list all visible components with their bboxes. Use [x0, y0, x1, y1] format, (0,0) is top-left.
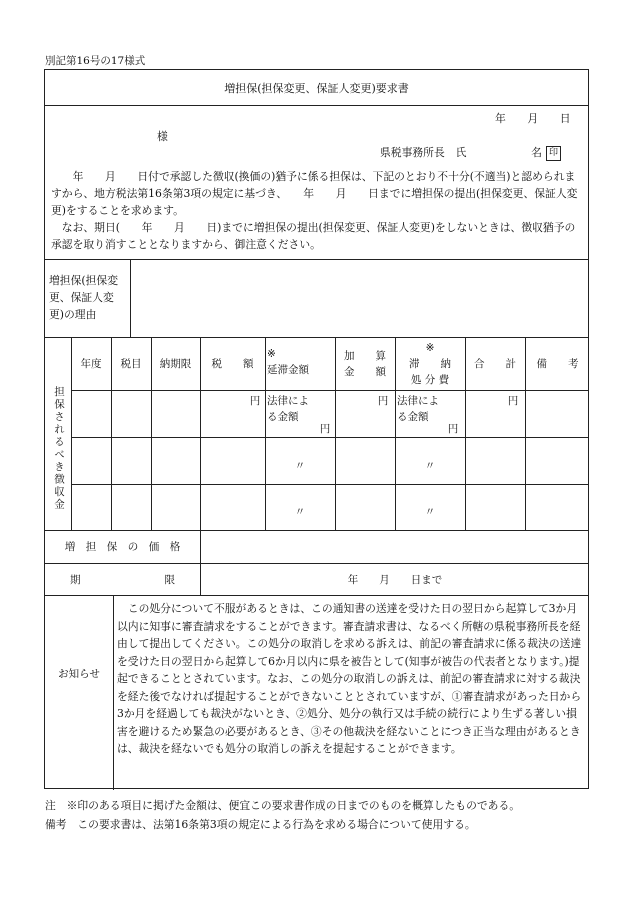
collateral-value-row	[45, 530, 588, 563]
ditto-mark: 〃	[424, 460, 436, 472]
yen-unit: 円	[249, 395, 261, 407]
seal-icon: 印	[546, 146, 561, 161]
request-form	[44, 69, 589, 789]
deadline-row	[45, 563, 588, 595]
header-delinquency: ※ 延滞金額	[267, 348, 309, 376]
header-tax-item: 税目	[120, 358, 142, 370]
ditto-mark: 〃	[294, 506, 306, 518]
header-disposition-cost: ※ 滞 納 処 分 費	[409, 342, 451, 386]
yen-unit: 円	[377, 395, 389, 407]
header-tax-amount: 税 額	[211, 358, 254, 370]
header-due-date: 納期限	[159, 358, 192, 370]
header-remarks: 備 考	[536, 358, 579, 370]
deadline-value: 年 月 日まで	[347, 574, 443, 586]
body-paragraph-1: 年 月 日付で承認した徴収(換価の)猶予に係る担保は、下記のとおり不十分(不適当)と認められますから、地方税法第16条第3項の規定に基づき、 年 月 日までに増担保の提出(担保変更、保証人変更)をすることを求めます。	[51, 170, 578, 217]
notice-section	[45, 595, 588, 790]
sender-name: 県税事務所長 氏 名	[380, 146, 542, 159]
footnote-2: 備考 この要求書は、法第16条第3項の規定による行為を求める場合について使用する。	[45, 818, 476, 831]
ditto-mark: 〃	[294, 460, 306, 472]
date-line: 年 月 日	[495, 112, 571, 125]
yen-unit: 円	[319, 423, 331, 435]
yen-unit: 円	[447, 423, 459, 435]
header-additional-tax: 加 算 金 額	[344, 350, 386, 378]
form-label: 別記第16号の17様式	[45, 55, 146, 67]
footnote-1: 注 ※印のある項目に掲げた金額は、便宜この要求書作成の日までのものを概算したものである。	[45, 799, 521, 812]
body-paragraph-2: なお、期日( 年 月 日)までに増担保の提出(担保変更、保証人変更)をしないときは、徴収猶予の承認を取り消すこととなりますから、御注意ください。	[51, 221, 576, 251]
header-year: 年度	[80, 358, 102, 370]
notice-label: お知らせ	[58, 668, 100, 680]
addressee: 様	[157, 130, 168, 143]
reason-section	[45, 259, 588, 337]
table-side-label: 担保されるべき徴収金	[53, 385, 65, 511]
yen-unit: 円	[507, 395, 519, 407]
amount-table	[45, 337, 588, 530]
form-title: 増担保(担保変更、保証人変更)要求書	[224, 82, 409, 95]
collateral-value-label: 増 担 保 の 価 格	[64, 541, 181, 553]
legal-amount-label: 法律による金額	[267, 395, 309, 423]
sender-line	[380, 144, 561, 161]
legal-amount-label: 法律による金額	[397, 395, 439, 423]
reason-label: 増担保(担保変更、保証人変更)の理由	[49, 274, 118, 321]
header-total: 合 計	[474, 358, 516, 370]
ditto-mark: 〃	[424, 506, 436, 518]
deadline-label: 期 限	[70, 574, 175, 586]
notice-text: この処分について不服があるときは、この通知書の送達を受けた日の翌日から起算して3か月以内に知事に審査請求をすることができます。審査請求書は、なるべく所轄の県税事務所長を経由して提出してください。この処分の取消しを求める訴えは、前記の審査請求に係る裁決の送達を受けた日の翌日から起算して6か月以内に県を被告として(知事が被告の代表者となります。)提起できることとされています。なお、この処分の取消しの訴えは、前記の審査請求に対する裁決を経た後でなければ提起することができないこととされていますが、①審査請求があった日から3か月を経過しても裁決がないとき、②処分、処分の執行又は手続の続行により生ずる著しい損害を避けるため緊急の必要があるとき、③その他裁決を経ないことにつき正当な理由があるときは、裁決を経ないでも処分の取消しの訴えを提起することができます。	[117, 602, 582, 755]
